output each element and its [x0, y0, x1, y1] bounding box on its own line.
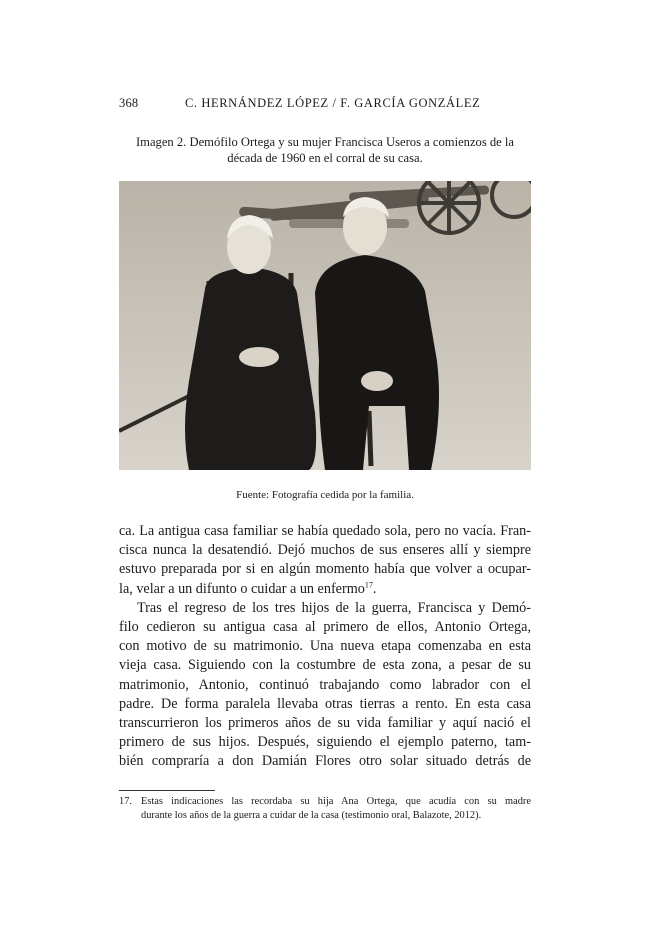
- body-line: [119, 580, 531, 599]
- body-line: Tras el regreso de los tres hijos de la guerra, Francisca y Demó-: [137, 599, 531, 616]
- photograph-couple: [119, 181, 531, 470]
- body-line: cisca nunca la desatendió. Dejó muchos de sus enseres allí y siempre: [119, 542, 531, 559]
- figure-source: Fuente: Fotografía cedida por la familia.: [236, 489, 414, 501]
- body-line: bién compraría a don Damián Flores otro solar situado detrás de: [119, 753, 531, 770]
- footnote-number: 17.: [119, 796, 132, 807]
- body-line: estuvo preparada por si en algún momento había que volver a ocupar-: [119, 561, 531, 578]
- running-header-authors: C. HERNÁNDEZ LÓPEZ / F. GARCÍA GONZÁLEZ: [185, 96, 481, 110]
- body-line: filo cedieron su antigua casa al primero de ellos, Antonio Ortega,: [119, 618, 531, 635]
- footnote-line-2: durante los años de la guerra a cuidar de la casa (testimonio oral, Balazote, 2012).: [141, 810, 482, 821]
- caption-line-2: década de 1960 en el corral de su casa.: [227, 151, 423, 165]
- figure-caption: [119, 134, 531, 166]
- body-line: primero de sus hijos. Después, siguiendo el ejemplo paterno, tam-: [119, 734, 531, 751]
- body-line: transcurrieron los primeros años de su vida familiar y aquí nació el: [119, 714, 531, 731]
- footnote-divider: [119, 790, 215, 791]
- body-line: padre. De forma paralela llevaba otras tierras a rento. En esta casa: [119, 695, 531, 712]
- page-number: 368: [119, 96, 139, 110]
- photograph-illustration: [119, 181, 531, 470]
- body-line: con motivo de su matrimonio. Una nueva etapa comenzaba en esta: [119, 638, 531, 655]
- body-line: vieja casa. Siguiendo con la costumbre de esta zona, a pesar de su: [119, 657, 531, 674]
- caption-line-1: Imagen 2. Demófilo Ortega y su mujer Francisca Useros a comienzos de la: [135, 135, 515, 149]
- body-line: ca. La antigua casa familiar se había quedado sola, pero no vacía. Fran-: [119, 523, 531, 539]
- body-line: matrimonio, Antonio, continuó trabajando como labrador con el: [119, 676, 531, 693]
- body-text: [119, 522, 531, 771]
- body-line-text: la, velar a un difunto o cuidar a un enfermo: [119, 580, 365, 597]
- body-line-tail: .: [372, 580, 377, 597]
- footnote-reference: 17: [364, 579, 373, 589]
- footnote-line-1: Estas indicaciones las recordaba su hija Ana Ortega, que acudía con su madre: [141, 796, 531, 807]
- footnote: [119, 795, 531, 823]
